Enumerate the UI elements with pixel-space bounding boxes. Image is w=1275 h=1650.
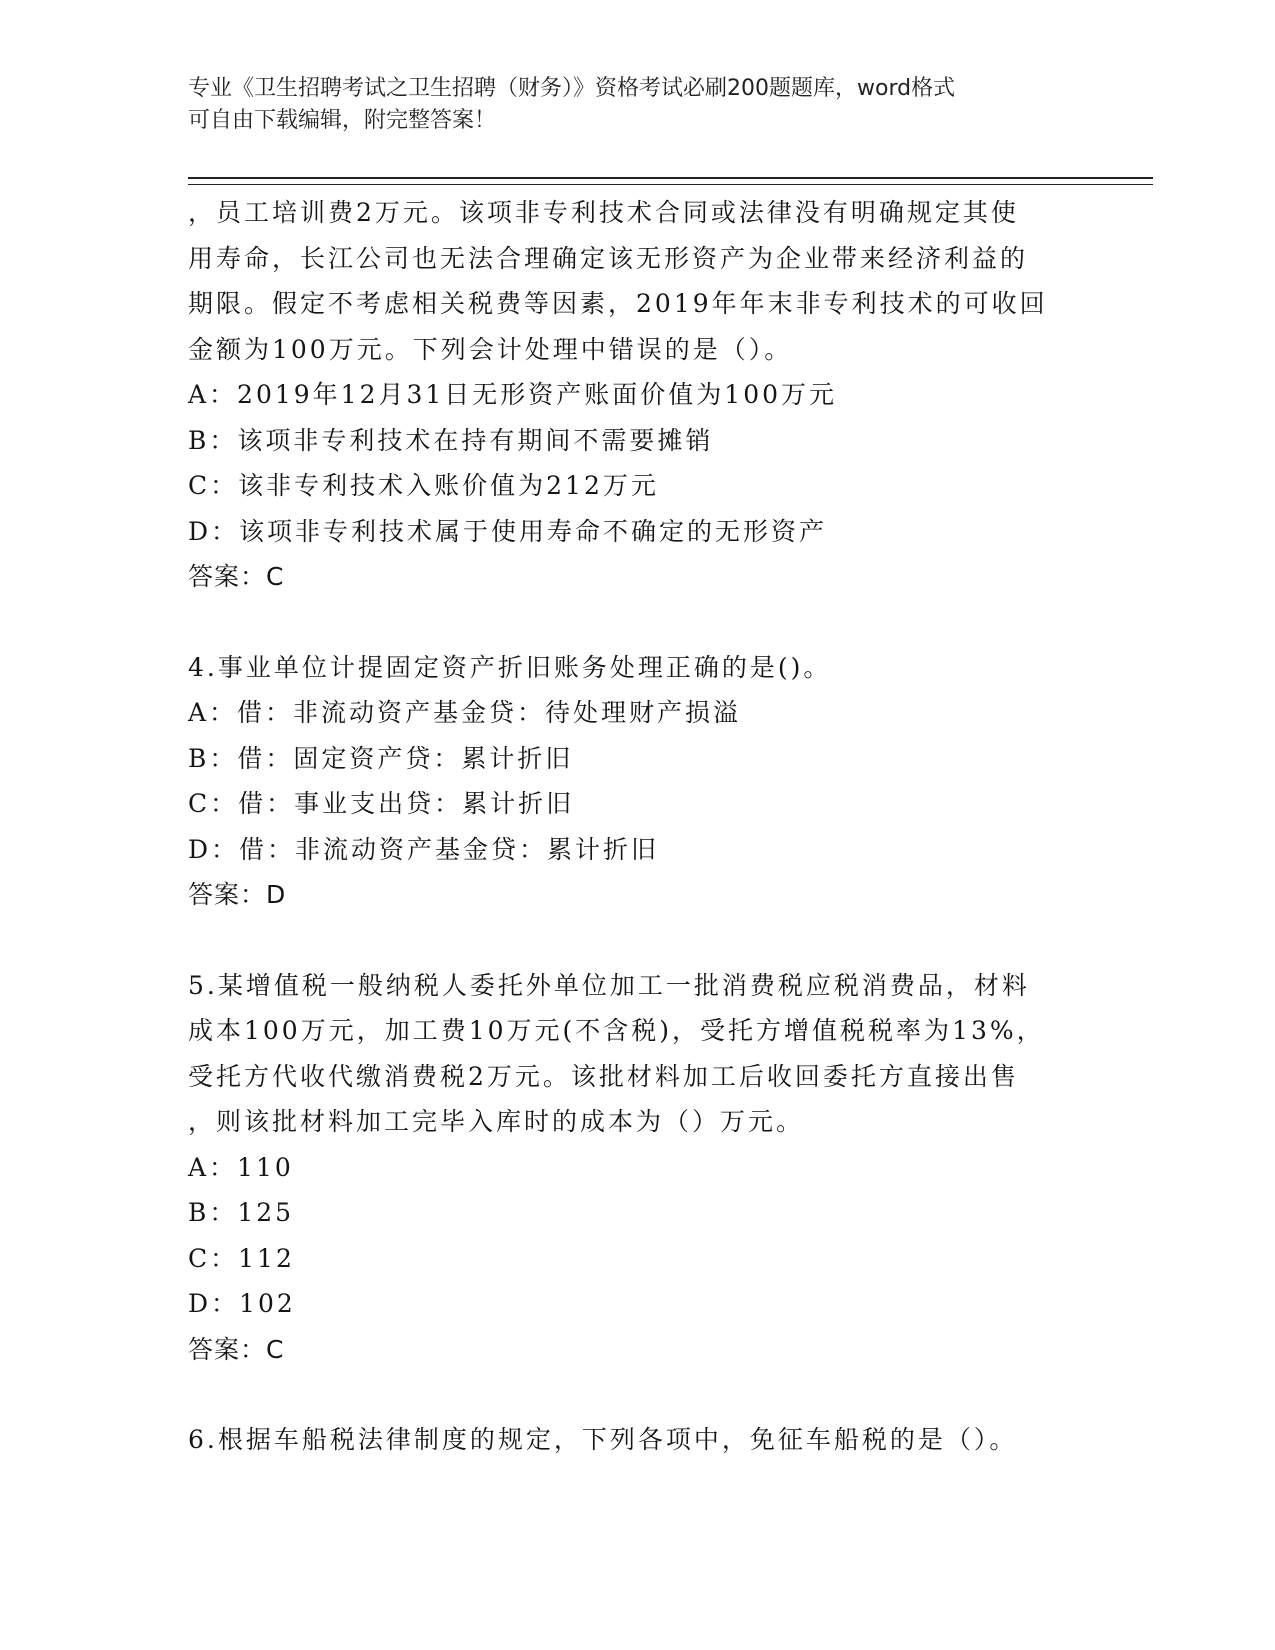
question-3-option-c: C：该非专利技术入账价值为212万元 xyxy=(188,471,659,500)
question-5-text-line: 成本100万元，加工费10万元(不含税)，受托方增值税税率为13%， xyxy=(188,1016,1045,1045)
question-3-text-line: 期限。假定不考虑相关税费等因素，2019年年末非专利技术的可收回 xyxy=(188,289,1048,318)
question-3-option-b: B：该项非专利技术在持有期间不需要摊销 xyxy=(188,425,714,455)
spacer xyxy=(188,1372,1088,1417)
question-4-option-b: B：借：固定资产贷：累计折旧 xyxy=(188,743,574,773)
question-5-option-d: D：102 xyxy=(188,1289,296,1318)
question-6-text-line: 6.根据车船税法律制度的规定，下列各项中，免征车船税的是（）。 xyxy=(188,1425,1018,1454)
question-3-option-a: A：2019年12月31日无形资产账面价值为100万元 xyxy=(188,380,838,409)
spacer xyxy=(188,600,1088,645)
question-3-option-d: D：该项非专利技术属于使用寿命不确定的无形资产 xyxy=(188,516,828,546)
question-4-text-line: 4.事业单位计提固定资产折旧账务处理正确的是()。 xyxy=(188,652,832,682)
question-3-text-line: 用寿命，长江公司也无法合理确定该无形资产为企业带来经济利益的 xyxy=(188,243,1029,273)
question-5-text-line: 受托方代收代缴消费税2万元。该批材料加工后收回委托方直接出售 xyxy=(188,1061,1019,1091)
question-4-answer: 答案：D xyxy=(188,880,287,909)
document-body xyxy=(188,190,1088,1463)
header-rule-thin xyxy=(188,184,1153,185)
question-4-option-c: C：借：事业支出贷：累计折旧 xyxy=(188,789,575,818)
question-5-answer: 答案：C xyxy=(188,1334,285,1364)
question-5-block xyxy=(188,963,1088,1373)
header-rule-thick xyxy=(188,177,1153,179)
question-3-text-line: 金额为100万元。下列会计处理中错误的是（）。 xyxy=(188,334,793,364)
header-title-line-1: 专业《卫生招聘考试之卫生招聘（财务）》资格考试必刷200题题库，word格式 xyxy=(188,76,956,101)
question-5-text-line: ，则该批材料加工完毕入库时的成本为（）万元。 xyxy=(188,1107,805,1136)
question-3-block xyxy=(188,190,1088,600)
question-5-option-c: C：112 xyxy=(188,1243,295,1273)
question-3-text-line: ，员工培训费2万元。该项非专利技术合同或法律没有明确规定其使 xyxy=(188,198,1019,227)
question-4-block xyxy=(188,645,1088,918)
question-5-option-b: B：125 xyxy=(188,1198,295,1227)
question-3-answer: 答案：C xyxy=(188,562,285,591)
spacer xyxy=(188,918,1088,963)
question-5-text-line: 5.某增值税一般纳税人委托外单位加工一批消费税应税消费品，材料 xyxy=(188,970,1030,1000)
question-4-option-a: A：借：非流动资产基金贷：待处理财产损溢 xyxy=(188,698,742,727)
header-title-line-2: 可自由下载编辑，附完整答案！ xyxy=(188,108,497,133)
question-5-option-a: A：110 xyxy=(188,1152,294,1182)
question-6-block xyxy=(188,1417,1088,1463)
document-header xyxy=(188,73,1068,137)
question-4-option-d: D：借：非流动资产基金贷：累计折旧 xyxy=(188,834,660,864)
